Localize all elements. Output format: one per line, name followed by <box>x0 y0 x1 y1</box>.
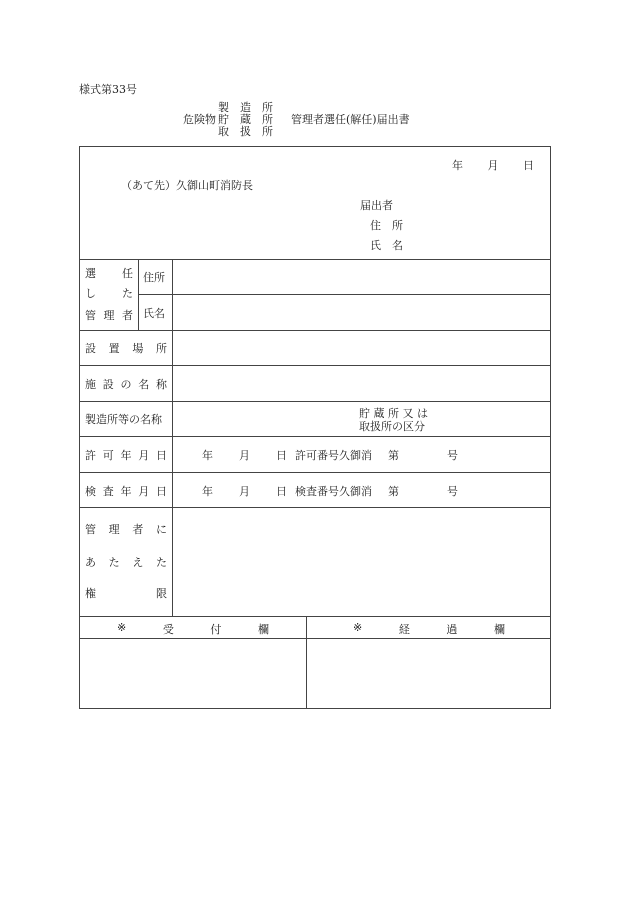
table-rule <box>80 436 550 437</box>
progress-column-header <box>353 621 505 637</box>
label-char: 管 <box>85 309 96 322</box>
label-char: あ <box>85 556 96 569</box>
label-char: 名 <box>138 378 150 391</box>
label-char: 置 <box>108 342 120 355</box>
notifier-label: 届出者 <box>360 199 393 212</box>
notifier-address-label: 住 所 <box>370 219 403 232</box>
appointed-manager-label <box>85 265 133 323</box>
inspection-number-label: 検査番号久御消 <box>295 485 372 498</box>
table-rule <box>80 638 550 639</box>
label-char: 年 <box>120 485 132 498</box>
date-line <box>452 157 534 173</box>
title-kind-storage: 貯 蔵 所 <box>218 113 273 126</box>
title-suffix: 管理者選任(解任)届出書 <box>291 113 410 126</box>
label-char: 選 <box>85 267 96 280</box>
inspection-date-label <box>85 483 167 499</box>
date-day: 日 <box>523 159 534 172</box>
permit-number-label: 許可番号久御消 <box>295 449 372 462</box>
date-unit: 日 <box>276 485 287 498</box>
date-unit: 年 <box>202 449 213 462</box>
label-char: 場 <box>132 342 144 355</box>
table-rule <box>80 472 550 473</box>
label-char: の <box>120 378 132 391</box>
document-title <box>183 99 423 139</box>
title-kind-handling: 取 扱 所 <box>218 125 273 138</box>
table-rule <box>138 294 550 295</box>
label-char: 月 <box>138 449 150 462</box>
label-char: 称 <box>156 378 167 391</box>
table-rule <box>80 365 550 366</box>
label-char: た <box>108 556 120 569</box>
label-char: た <box>155 556 167 569</box>
header-char: 受 <box>162 623 174 636</box>
permit-date-label <box>85 447 167 463</box>
manager-address-label: 住所 <box>143 271 165 284</box>
label-char: 限 <box>156 587 167 600</box>
label-char: 設 <box>85 342 96 355</box>
label-char: 者 <box>122 309 133 322</box>
date-year: 年 <box>452 159 463 172</box>
progress-mark: ※ <box>353 621 363 634</box>
inspection-date-value <box>202 483 287 499</box>
facility-name-label <box>85 376 167 392</box>
label-char: 理 <box>108 523 120 536</box>
reception-column-header <box>117 621 269 637</box>
label-char: 可 <box>102 449 114 462</box>
date-unit: 月 <box>239 485 250 498</box>
table-rule <box>138 259 139 330</box>
facility-class-line1: 貯 蔵 所 又 は <box>359 407 428 420</box>
label-char: 理 <box>103 309 115 322</box>
notifier-name-label: 氏 名 <box>370 239 403 252</box>
header-char: 欄 <box>494 623 505 636</box>
date-month: 月 <box>487 159 499 172</box>
header-char: 経 <box>398 623 410 636</box>
label-char: 月 <box>138 485 150 498</box>
date-unit: 月 <box>239 449 250 462</box>
permit-number-dai: 第 <box>388 449 399 462</box>
permit-number-go: 号 <box>447 449 458 462</box>
label-char: 者 <box>132 523 144 536</box>
location-label <box>85 340 167 356</box>
date-unit: 年 <box>202 485 213 498</box>
label-char: え <box>132 556 144 569</box>
table-rule <box>80 616 550 617</box>
label-char: 日 <box>156 449 167 462</box>
title-kind-manufacturing: 製 造 所 <box>218 101 273 114</box>
table-rule <box>80 401 550 402</box>
label-char: 施 <box>85 378 96 391</box>
manager-name-label: 氏名 <box>143 307 165 320</box>
date-unit: 日 <box>276 449 287 462</box>
addressee: （あて先）久御山町消防長 <box>121 179 253 192</box>
label-char: 年 <box>120 449 132 462</box>
label-char: 任 <box>122 267 133 280</box>
label-char: 設 <box>102 378 114 391</box>
header-char: 付 <box>210 623 222 636</box>
table-rule <box>80 330 550 331</box>
label-char: 許 <box>85 449 96 462</box>
label-char: 権 <box>85 587 96 600</box>
label-char: た <box>122 287 133 300</box>
facility-type-name-label: 製造所等の名称 <box>85 413 162 426</box>
table-rule <box>306 616 307 708</box>
table-rule <box>80 259 550 260</box>
label-char: に <box>155 523 167 536</box>
label-char: 日 <box>156 485 167 498</box>
header-char: 過 <box>446 623 458 636</box>
form-number: 様式第33号 <box>79 83 137 96</box>
label-char: し <box>85 287 96 300</box>
label-char: 管 <box>85 523 96 536</box>
label-char: 査 <box>102 485 114 498</box>
form-table <box>79 146 551 709</box>
reception-mark: ※ <box>117 621 127 634</box>
facility-class-line2: 取扱所の区分 <box>359 420 425 433</box>
inspection-number-dai: 第 <box>388 485 399 498</box>
title-prefix: 危険物 <box>183 113 216 126</box>
authority-label <box>85 521 167 601</box>
label-char: 所 <box>155 342 167 355</box>
header-char: 欄 <box>258 623 269 636</box>
table-rule <box>80 507 550 508</box>
permit-date-value <box>202 447 287 463</box>
table-rule <box>172 259 173 616</box>
inspection-number-go: 号 <box>447 485 458 498</box>
label-char: 検 <box>85 485 96 498</box>
